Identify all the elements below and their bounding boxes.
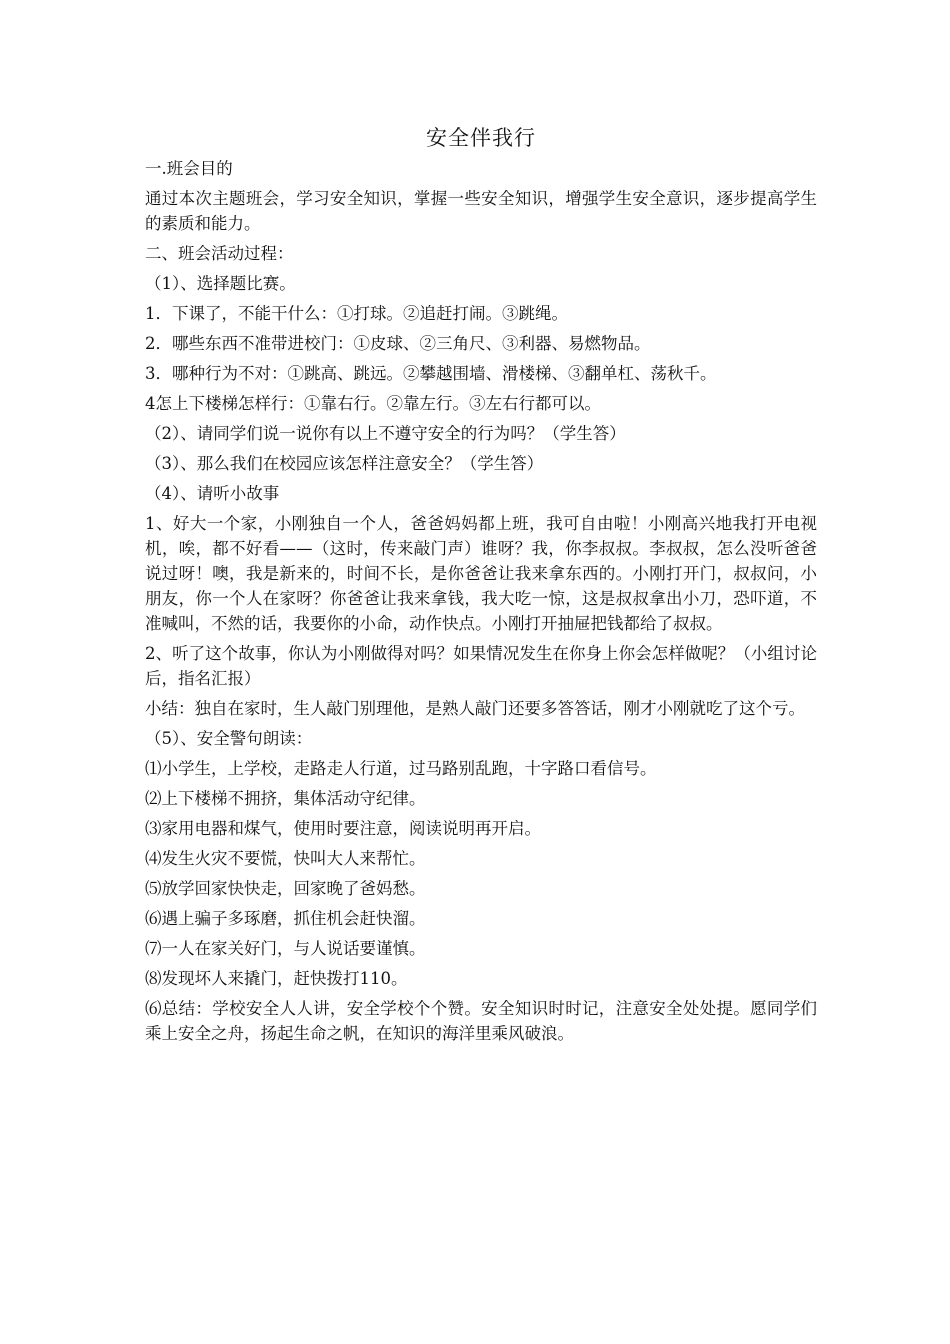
slogan-item: ⑴小学生，上学校，走路走人行道，过马路别乱跑，十字路口看信号。 [145, 759, 657, 778]
question-item: 3．哪种行为不对：①跳高、跳远。②攀越围墙、滑楼梯、③翻单杠、荡秋千。 [145, 364, 717, 383]
part1-heading: （1）、选择题比赛。 [145, 274, 296, 293]
question-item: 2．哪些东西不准带进校门：①皮球、②三角尺、③利器、易燃物品。 [145, 334, 651, 353]
question-item: 1．下课了，不能干什么：①打球。②追赶打闹。③跳绳。 [145, 304, 568, 323]
document-body [145, 122, 817, 1051]
part4-heading: （4）、请听小故事 [145, 484, 280, 503]
slogan-item: ⑻发现坏人来撬门，赶快拨打110。 [145, 969, 408, 988]
slogan-item: ⑸放学回家快快走，回家晚了爸妈愁。 [145, 879, 426, 898]
summary-text: 小结：独自在家时，生人敲门别理他，是熟人敲门还要多答答话，刚才小刚就吃了这个亏。 [145, 699, 805, 718]
part5-heading: （5）、安全警句朗读： [145, 729, 313, 748]
section2-heading: 二、班会活动过程： [145, 244, 294, 263]
story-question: 2、听了这个故事，你认为小刚做得对吗？如果情况发生在你身上你会怎样做呢？（小组讨论后，指名汇报） [145, 644, 817, 688]
slogan-item: ⑵上下楼梯不拥挤，集体活动守纪律。 [145, 789, 426, 808]
part2-heading: （2）、请同学们说一说你有以上不遵守安全的行为吗？（学生答） [145, 424, 626, 443]
slogan-item: ⑷发生火灾不要慌，快叫大人来帮忙。 [145, 849, 426, 868]
slogan-item: ⑺一人在家关好门，与人说话要谨慎。 [145, 939, 426, 958]
conclusion-text: ⑹总结：学校安全人人讲，安全学校个个赞。安全知识时时记，注意安全处处提。愿同学们乘上安全之舟，扬起生命之帆，在知识的海洋里乘风破浪。 [145, 999, 817, 1043]
document-title: 安全伴我行 [426, 126, 536, 150]
question-item: 4怎上下楼梯怎样行：①靠右行。②靠左行。③左右行都可以。 [145, 394, 601, 413]
section1-heading: 一.班会目的 [145, 159, 233, 178]
slogan-item: ⑹遇上骗子多琢磨，抓住机会赶快溜。 [145, 909, 426, 928]
part3-heading: （3）、那么我们在校园应该怎样注意安全？（学生答） [145, 454, 544, 473]
slogan-item: ⑶家用电器和煤气，使用时要注意，阅读说明再开启。 [145, 819, 541, 838]
story-text: 1、好大一个家，小刚独自一个人，爸爸妈妈都上班，我可自由啦！小刚高兴地我打开电视机，唉，都不好看——（这时，传来敲门声）谁呀？我，你李叔叔。李叔叔，怎么没听爸爸说过呀！噢，我是新来的，时间不长，是你爸爸让我来拿东西的。小刚打开门，叔叔问，小朋友，你一个人在家呀？你爸爸让我来拿钱，我大吃一惊，这是叔叔拿出小刀，恐吓道，不准喊叫，不然的话，我要你的小命，动作快点。小刚打开抽屉把钱都给了叔叔。 [145, 514, 817, 633]
section1-text: 通过本次主题班会，学习安全知识，掌握一些安全知识，增强学生安全意识，逐步提高学生的素质和能力。 [145, 189, 817, 233]
